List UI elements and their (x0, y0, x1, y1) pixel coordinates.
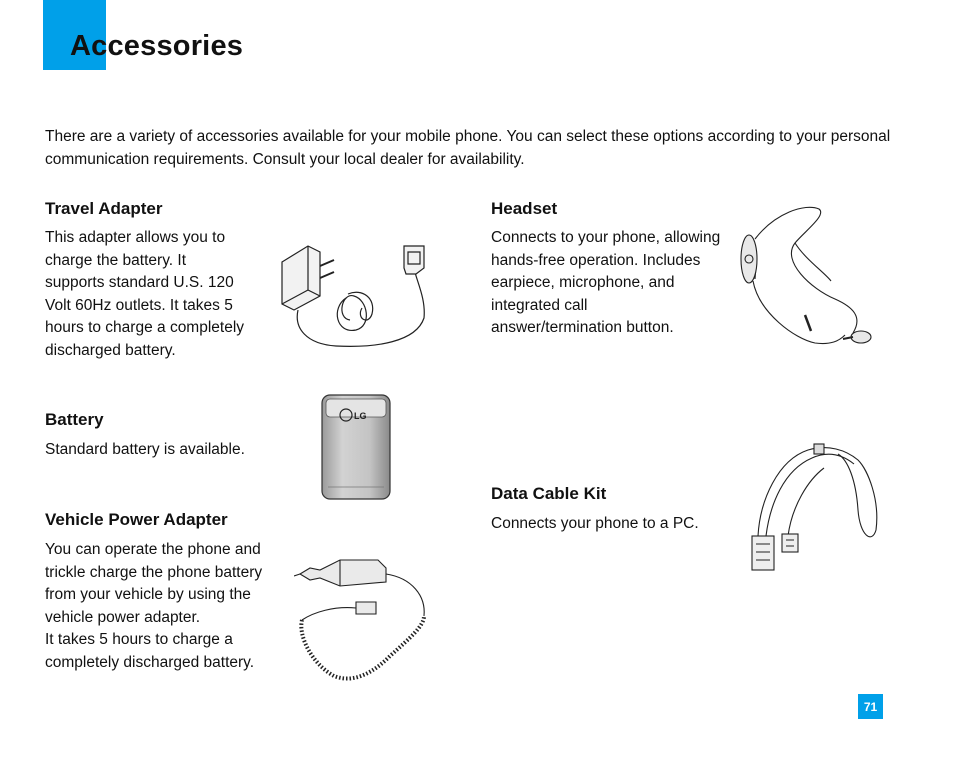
headset-illustration (735, 203, 885, 353)
vehicle-power-adapter-illustration (294, 556, 432, 684)
page-title: Accessories (70, 30, 244, 62)
data-cable-kit-description: Connects your phone to a PC. (491, 515, 699, 532)
battery-description: Standard battery is available. (45, 441, 245, 458)
battery-heading: Battery (45, 410, 104, 429)
data-cable-kit-heading: Data Cable Kit (491, 484, 607, 503)
headset-description: Connects to your phone, allowing hands-free operation. Includes earpiece, microphone, and integrated call answer/termination button. (491, 229, 721, 336)
headset-heading: Headset (491, 199, 558, 218)
page-number-badge: 71 (858, 694, 883, 719)
battery-illustration (320, 393, 392, 503)
travel-adapter-description: This adapter allows you to charge the battery. It supports standard U.S. 120 Volt 60Hz outlets. It takes 5 hours to charge a completely discharged battery. (45, 229, 245, 359)
vehicle-power-adapter-description: You can operate the phone and trickle charge the phone battery from your vehicle by using the vehicle power adapter. It takes 5 hours to charge a completely discharged battery. (45, 541, 263, 671)
travel-adapter-heading: Travel Adapter (45, 199, 163, 218)
vehicle-power-adapter-heading: Vehicle Power Adapter (45, 510, 228, 529)
intro-paragraph: There are a variety of accessories available for your mobile phone. You can select these options according to your personal communication requirements. Consult your local dealer for availability. (45, 128, 891, 168)
battery-logo-text: LG (354, 411, 367, 421)
data-cable-kit-illustration (748, 440, 883, 578)
travel-adapter-illustration (276, 238, 436, 350)
